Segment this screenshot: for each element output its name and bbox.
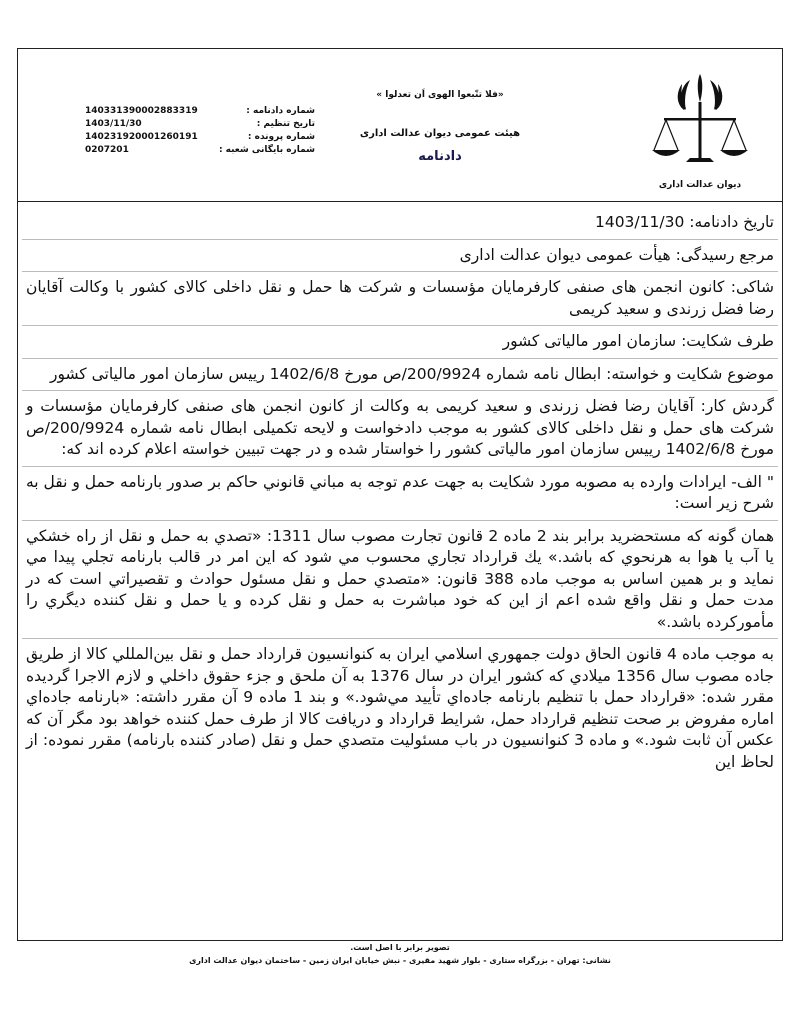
meta-value: 140231920001260191 <box>85 132 198 142</box>
footer <box>17 941 783 965</box>
emblem-label: دیوان عدالت اداری <box>658 180 742 190</box>
meta-row-issue-date <box>85 118 315 131</box>
organization-name: هیئت عمومی دیوان عدالت اداری <box>359 128 521 139</box>
meta-row-archive-number <box>85 144 315 157</box>
complaint-subject: موضوع شکایت و خواسته: ابطال نامه شماره 200/9924/ص مورخ 1402/6/8 رییس سازمان امور مالیاتی کشور <box>22 359 778 392</box>
scales-of-justice-icon <box>640 70 760 180</box>
objection-intro: " الف- ایرادات وارده به مصوبه مورد شکایت به جهت عدم توجه به مباني قانوني حاکم بر صدور بارنامه حمل و نقل به شرح زیر است: <box>22 467 778 521</box>
paragraph-convention: به موجب ماده 4 قانون الحاق دولت جمهوري اسلامي ایران به کنوانسیون قرارداد حمل و نقل بین‌المللي کالا از طریق جاده مصوب سال 1356 میلادي که کشور ایران در سال 1376 به آن ملحق و جزء حقوق داخلي و لازم الاجرا گردیده مقرر شده: «قرارداد حمل با تنظیم بارنامه جاده‌اي تأیید مي‌شود.» و بند 1 ماده 9 آن مقرر داشته: «بارنامه جاده‌اي اماره مفروض بر صحت تنظیم قرارداد حمل، شرایط قرارداد و دریافت کالا از طرف حمل کننده خواهد بود مگر آن که عکس آن ثابت شود.» و ماده 3 کنوانسیون در باب مسئولیت متصدي حمل و نقل (صادر کننده بارنامه) مقرر نموده: از لحاظ این <box>26 645 774 771</box>
meta-label: شماره دادنامه : <box>246 106 315 116</box>
header-divider <box>17 201 783 202</box>
document-body <box>22 207 778 778</box>
meta-label: تاریخ تنظیم : <box>256 119 315 129</box>
certified-copy-note: تصویر برابر با اصل است. <box>350 943 450 952</box>
meta-value: 140331390002883319 <box>85 106 198 116</box>
meta-value: 1403/11/30 <box>85 119 142 129</box>
document-meta <box>85 105 315 157</box>
meta-row-case-number <box>85 131 315 144</box>
motto: «فلا تتّبعوا الهوی اَن تعدلوا » <box>376 90 504 100</box>
address: نشانی: تهران - بزرگراه ستاری - بلوار شهید مقیری - نبش خیابان ایران زمین - ساختمان دیوان عدالت اداری <box>189 956 611 965</box>
meta-row-verdict-number <box>85 105 315 118</box>
case-procedure: گردش کار: آقایان رضا فضل زرندی و سعید کریمی به وکالت از کانون انجمن های صنفی کارفرمایان مؤسسات و شرکت های حمل و نقل داخلی کالای کشور به موجب دادخواست و لایحه تکمیلی ابطال نامه شماره 200/9924/ص مورخ 1402/6/8 رییس سازمان امور مالیاتی کشور را خواستار شده و در جهت تبیین خواسته اعلام کرده اند که: <box>22 391 778 467</box>
review-authority: مرجع رسیدگی: هیأت عمومی دیوان عدالت اداری <box>22 240 778 273</box>
meta-label: شماره بایگانی شعبه : <box>218 145 315 155</box>
defendant: طرف شکایت: سازمان امور مالیاتی کشور <box>22 326 778 359</box>
document-title: دادنامه <box>418 149 462 164</box>
emblem <box>640 70 760 200</box>
plaintiff: شاکی: کانون انجمن های صنفی کارفرمایان مؤسسات و شرکت ها حمل و نقل داخلی کالای کشور با وکالت آقایان رضا فضل زرندی و سعید کریمی <box>22 272 778 326</box>
paragraph-commerce-law: همان گونه که مستحضرید برابر بند 2 ماده 2 قانون تجارت مصوب سال 1311: «تصدي به حمل و نقل از راه خشکي یا آب یا هوا به هرنحوي که باشد.» یك قرارداد تجاري محسوب مي شود که این امر در قالب بارنامه تجلي پیدا مي نماید و بر همین اساس به موجب ماده 388 قانون: «متصدي حمل و نقل مسئول حوادث و تقصیراتي است که در مدت حمل و نقل واقع شده اعم از این که خود مباشرت به حمل و نقل کرده و یا حمل و نقل کننده دیگري را مأمورکرده باشد.» <box>22 521 778 640</box>
header-center <box>300 90 580 164</box>
meta-value: 0207201 <box>85 145 129 155</box>
verdict-date: تاریخ دادنامه: 1403/11/30 <box>22 207 778 240</box>
meta-label: شماره پرونده : <box>247 132 315 142</box>
